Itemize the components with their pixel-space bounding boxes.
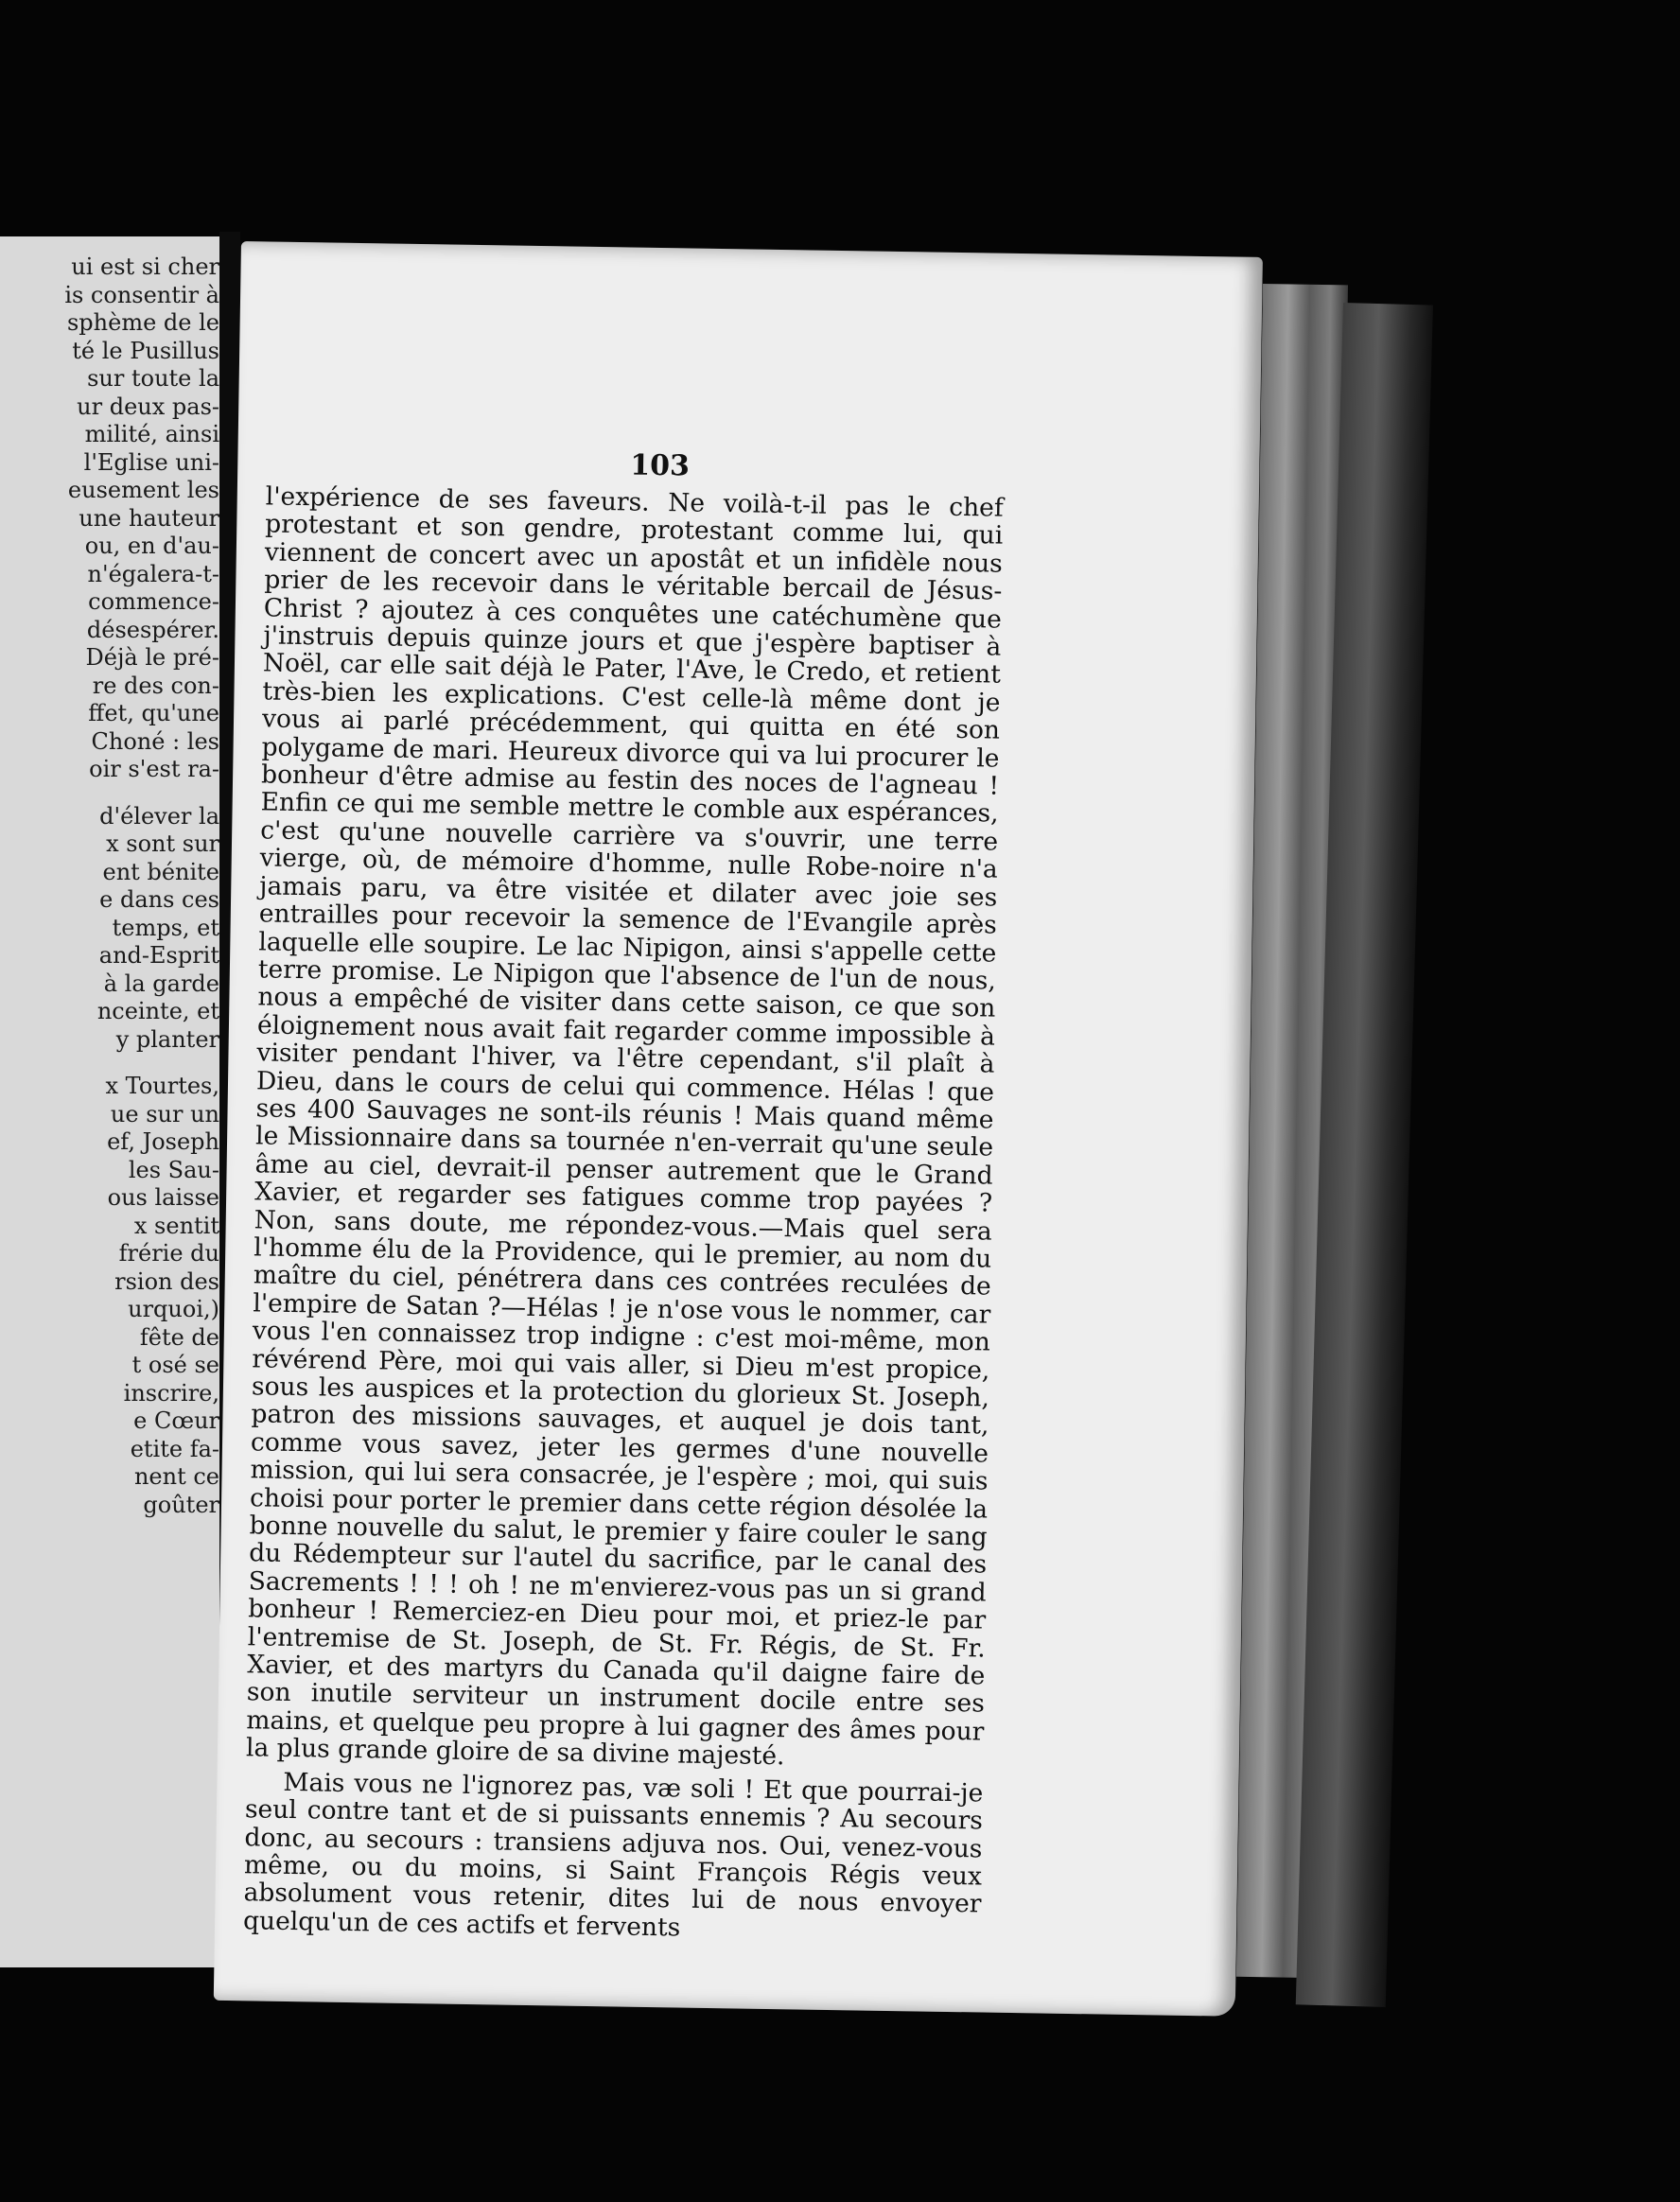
left-page-line: Choné : les — [91, 727, 219, 755]
left-page-line: à la garde — [103, 970, 219, 997]
left-page-line: x Tourtes, — [105, 1073, 219, 1099]
left-page-line: ue sur un — [110, 1100, 219, 1127]
left-page-line: re des con- — [92, 672, 219, 699]
left-page-line: milité, ainsi — [84, 421, 219, 447]
left-page-line: sur toute la — [87, 365, 219, 392]
left-page-line: nent ce — [133, 1463, 219, 1490]
left-page-line: désespérer. — [86, 616, 219, 643]
left-page-line: eusement les — [67, 477, 219, 503]
left-page-line: is consentir à — [64, 281, 219, 308]
left-page-line: nceinte, et — [96, 998, 219, 1024]
left-page-line: oir s'est ra- — [89, 756, 219, 782]
left-page-line: rsion des — [114, 1267, 219, 1295]
left-page-line: Déjà le pré- — [85, 644, 219, 671]
left-page-line: ou, en d'au- — [84, 533, 219, 559]
left-page-line: les Sau- — [128, 1156, 219, 1183]
left-page-line: urquoi,) — [128, 1296, 219, 1322]
left-page-line: ui est si cher — [71, 253, 219, 280]
left-page-line: ffet, qu'une — [88, 700, 219, 726]
page-body — [243, 482, 1004, 1946]
left-page-line: e Cœur — [133, 1407, 219, 1434]
left-page-line: etite fa- — [130, 1435, 219, 1462]
left-page-line: ef, Joseph — [107, 1128, 219, 1155]
left-page-line: une hauteur — [79, 504, 219, 532]
left-page-line: inscrire, — [123, 1379, 219, 1407]
left-page-line: ous laisse — [107, 1184, 219, 1211]
right-page — [214, 241, 1263, 2017]
left-page-line: temps, et — [112, 914, 219, 941]
left-page-line: commence- — [88, 588, 219, 615]
left-page-line: goûter — [143, 1491, 219, 1518]
paragraph-2: Mais vous ne l'ignorez pas, væ soli ! Et que pourrai-je seul contre tant et de si puissants ennemis ? Au secours donc, au secours : transiens adjuva nos. Oui, venez-vous même, ou du moins, si Saint François Régis veux absolument vous retenir, dites lui de nous envoyer quelqu'un de ces actifs et fervents — [242, 1767, 984, 1943]
left-page-line: t osé se — [131, 1352, 219, 1378]
left-page-line: e dans ces — [99, 886, 219, 913]
left-page-line: and-Esprit — [98, 942, 219, 969]
left-page-line: frérie du — [118, 1240, 219, 1267]
left-page-line: y planter — [115, 1025, 219, 1053]
left-page-line: d'élever la — [99, 802, 219, 830]
left-page-line: ur deux pas- — [77, 393, 219, 420]
left-page-line: té le Pusillus — [72, 337, 219, 364]
left-page-line: l'Eglise uni- — [83, 448, 219, 476]
left-page-line: fête de — [139, 1323, 219, 1351]
left-page-line: ent bénite — [102, 858, 219, 885]
left-page-line: x sentit — [133, 1212, 219, 1239]
left-page — [0, 236, 231, 1967]
paragraph-1: l'expérience de ses faveurs. Ne voilà-t-il pas le chef protestant et son gendre, protestant comme lui, qui viennent de concert avec un apostât et un infidèle nous prier de les recevoir dans le véritable bercail de Jésus-Christ ? ajoutez à ces conquêtes une catéchumène que j'instruis depuis quinze jours et que j'espère baptiser à Noël, car elle sait déjà le Pater, l'Ave, le Credo, et retient très-bien les explications. C'est celle-là même dont je vous ai parlé précédemment, qui quitta en été son polygame de mari. Heureux divorce qui va lui procurer le bonheur d'être admise au festin des noces de l'agneau ! Enfin ce qui me semble mettre le comble aux espérances, c'est qu'une nouvelle carrière va s'ouvrir, une terre vierge, où, de mémoire d'homme, nulle Robe-noire n'a jamais paru, va être visitée et dilater avec joie ses entrailles pour recevoir la semence de l'Evangile après laquelle elle soupire. Le lac Nipigon, ainsi s'appelle cette terre promise. Le Nipigon que l'absence de l'un de nous, nous a empêché de visiter dans cette saison, ce que son éloignement nous avait fait regarder comme impossible à visiter pendant l'hiver, va l'être cependant, s'il plaît à Dieu, dans le cours de celui qui commence. Hélas ! que ses 400 Sauvages ne sont-ils réunis ! Mais quand même le Missionnaire dans sa tournée n'en-verrait qu'une seule âme au ciel, devrait-il penser autrement que le Grand Xavier, et regarder ses fatigues comme trop payées ? Non, sans doute, me répondez-vous.—Mais quel sera l'homme élu de la Providence, qui le premier, au nom du maître du ciel, pénétrera dans ces contrées reculées de l'empire de Satan ?—Hélas ! je n'ose vous le nommer, car vous l'en connaissez trop indigne : c'est moi-même, mon révérend Père, moi qui vais aller, si Dieu m'est propice, sous les auspices et la protection du glorieux St. Joseph, patron des missions sauvages, et auquel je dois tant, comme vous savez, jeter les germes d'une nouvelle mission, qui lui sera consacrée, je l'espère ; moi, qui suis choisi pour porter le premier dans cette région désolée la bonne nouvelle du salut, le premier y faire couler le sang du Rédempteur sur l'autel du sacrifice, par le canal des Sacrements ! ! ! oh ! ne m'envierez-vous pas un si grand bonheur ! Remerciez-en Dieu pour moi, et priez-le par l'entremise de St. Joseph, de St. Fr. Régis, de St. Fr. Xavier, et des martyrs du Canada qu'il daigne faire de son inutile serviteur un instrument docile entre ses mains, et quelque peu propre à lui gagner des âmes pour la plus grande gloire de sa divine majesté. — [245, 481, 1004, 1772]
left-page-line: sphème de le — [66, 309, 219, 336]
left-page-line: n'égalera-t- — [87, 560, 219, 587]
left-page-line: x sont sur — [106, 830, 219, 857]
page-number: 103 — [630, 448, 691, 483]
